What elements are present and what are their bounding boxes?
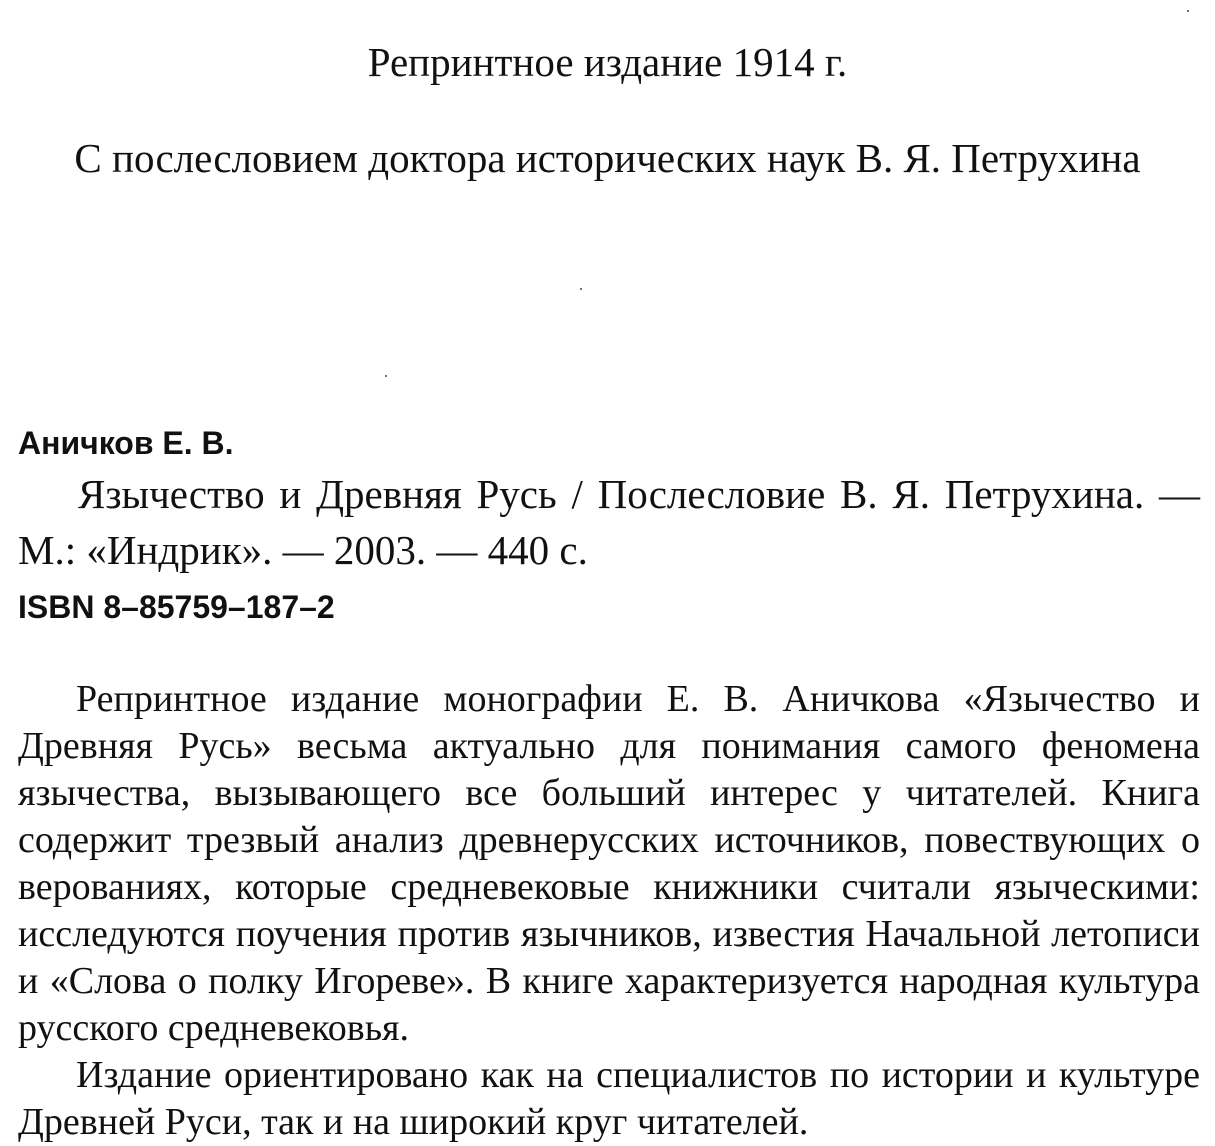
scan-speck: [580, 288, 582, 290]
annotation: [18, 676, 1200, 1146]
scan-speck: [1187, 10, 1189, 12]
catalog-record: [18, 420, 1200, 630]
reprint-note: Репринтное издание 1914 г.: [367, 39, 848, 85]
isbn: ISBN 8–85759–187–2: [18, 589, 335, 625]
annotation-paragraph: Репринтное издание монографии Е. В. Аничкова «Язычество и Древняя Русь» весьма актуально для понимания самого феномена язычества, вызывающего все больший интерес у читателей. Книга содержит трезвый анализ древнерусских источников, повествующих о верованиях, которые средневековые книжники считали языческими: исследуются поучения против язычников, известия Начальной летописи и «Слова о полку Игореве». В книге характеризуется народная культура русского средневековья.: [18, 678, 1200, 1049]
catalog-author: Аничков Е. В.: [18, 425, 234, 461]
annotation-paragraph: Издание ориентировано как на специалистов по истории и культуре Древней Руси, так и на широкий круг читателей.: [18, 1054, 1200, 1143]
scan-speck: [385, 375, 387, 377]
bibliographic-description: Язычество и Древняя Русь / Послесловие В. Я. Петрухина. — М.: «Индрик». — 2003. — 440 с.: [18, 471, 1200, 573]
afterword-note: С послесловием доктора исторических наук В. Я. Петрухина: [74, 135, 1141, 181]
